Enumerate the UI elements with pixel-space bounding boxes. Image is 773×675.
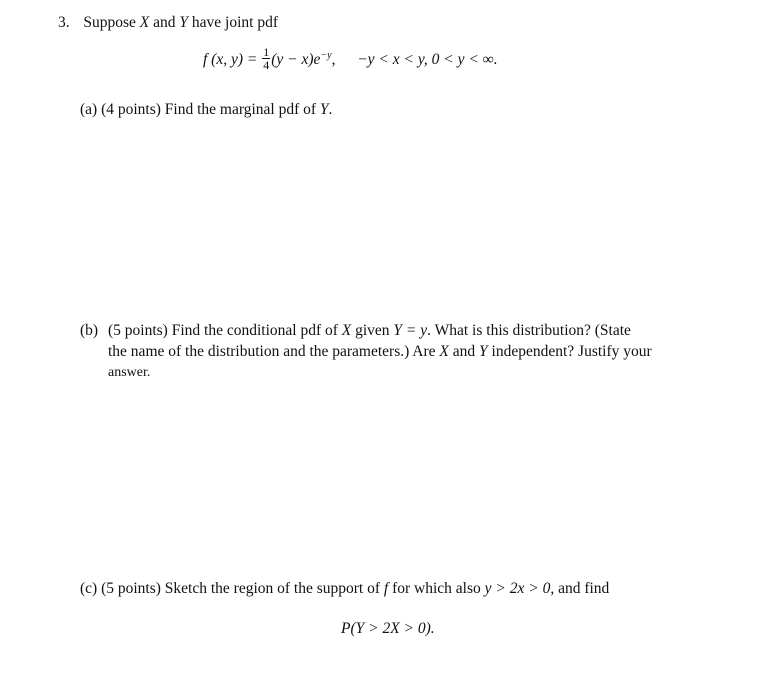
part-a-var: Y	[319, 101, 329, 118]
part-b-var-y2: Y	[479, 343, 488, 360]
formula-comma: ,	[331, 51, 336, 69]
part-b-condition: Y = y	[393, 322, 428, 339]
part-c-inequality: y > 2x > 0	[484, 580, 551, 597]
part-c-text-post: , and find	[550, 580, 610, 597]
var-x: X	[139, 14, 150, 31]
formula-body: (y − x)e	[271, 51, 321, 69]
intro-text-post: have joint pdf	[191, 14, 278, 31]
problem-number: 3.	[58, 14, 70, 31]
fraction-numerator: 1	[263, 45, 270, 59]
part-b-line1-post: . What is this distribution? (State	[427, 322, 631, 339]
part-c	[80, 580, 609, 598]
part-a-end: .	[328, 101, 333, 118]
fraction-denominator: 4	[263, 58, 270, 72]
part-b-label: (b)	[80, 322, 99, 339]
part-c-text-pre: (5 points) Sketch the region of the support of	[101, 580, 381, 597]
part-a-label: (a)	[80, 101, 98, 118]
part-b-line2-post: independent? Justify your	[491, 343, 652, 360]
formula-lhs: f (x, y) =	[203, 51, 258, 69]
part-c-label: (c)	[80, 580, 98, 597]
part-b-and: and	[452, 343, 476, 360]
part-b-line2-pre: the name of the distribution and the parameters.) Are	[108, 343, 436, 360]
part-b-var-x2: X	[439, 343, 449, 360]
joint-pdf-formula	[203, 45, 498, 73]
fraction	[262, 46, 270, 71]
part-c-text-mid: for which also	[392, 580, 481, 597]
part-c-var-f: f	[383, 580, 389, 597]
part-c-probability: P(Y > 2X > 0).	[341, 620, 435, 637]
and-word: and	[153, 14, 176, 31]
part-b-given: given	[355, 322, 390, 339]
formula-exponent: −y	[320, 49, 332, 61]
part-b-line1-pre: (5 points) Find the conditional pdf of	[108, 322, 338, 339]
intro-text-pre: Suppose	[83, 14, 136, 31]
formula-support: −y < x < y, 0 < y < ∞.	[357, 51, 498, 69]
part-b-line2	[80, 341, 700, 362]
part-b-line3: answer.	[108, 365, 151, 380]
part-b	[80, 320, 700, 383]
part-a	[80, 101, 332, 119]
problem-statement	[58, 14, 278, 32]
part-a-text: (4 points) Find the marginal pdf of	[101, 101, 317, 118]
var-y: Y	[179, 14, 189, 31]
part-b-var-x: X	[341, 322, 352, 339]
